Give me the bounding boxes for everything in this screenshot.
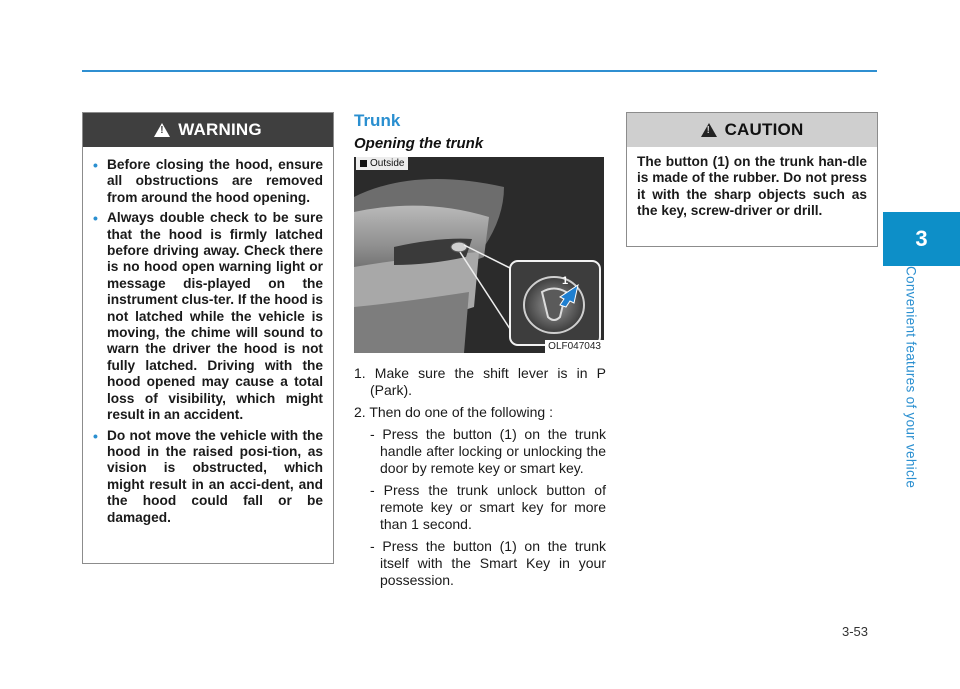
header-rule — [82, 70, 877, 72]
warning-header — [83, 113, 333, 147]
caution-header — [627, 113, 877, 147]
figure-code: OLF047043 — [545, 340, 604, 353]
step-item: 1. Make sure the shift lever is in P (Park). — [354, 365, 606, 398]
warning-triangle-icon: ! — [154, 123, 170, 137]
step-item: 2. Then do one of the following : — [354, 404, 553, 420]
section-subtitle: Opening the trunk — [354, 135, 484, 152]
caution-box — [626, 112, 878, 247]
substep-item: - Press the trunk unlock button of remote key or smart key for more than 1 second. — [370, 482, 606, 532]
figure-label-text: Outside — [370, 158, 405, 169]
page-number: 3-53 — [842, 624, 869, 639]
figure-callout-number: 1 — [562, 275, 569, 287]
warning-item: • Do not move the vehicle with the hood in the raised posi-tion, as vision is obstructed, which might result in an acci-dent, and the hood could fall or be damaged. — [99, 428, 323, 526]
section-title: Trunk — [354, 111, 401, 130]
caution-title: CAUTION — [724, 120, 804, 139]
caution-text: The button (1) on the trunk han-dle is made of the rubber. Do not press it with the sharp objects such as the key, screw-driver or drill. — [637, 154, 867, 219]
square-bullet-icon — [360, 160, 367, 167]
instruction-steps — [354, 365, 606, 594]
substep-item: - Press the button (1) on the trunk itself with the Smart Key in your possession. — [370, 538, 606, 588]
substep-item: - Press the button (1) on the trunk handle after locking or unlocking the door by remote key or smart key. — [370, 426, 606, 476]
warning-list — [83, 157, 333, 526]
trunk-figure — [354, 157, 604, 353]
chapter-tab: 3 — [883, 212, 960, 266]
caution-triangle-icon: ! — [701, 123, 717, 137]
warning-item: • Before closing the hood, ensure all obstructions are removed from around the hood opening. — [99, 157, 323, 206]
substep-list — [354, 426, 606, 589]
figure-label — [356, 157, 408, 170]
warning-title: WARNING — [178, 120, 262, 139]
warning-item: • Always double check to be sure that the hood is firmly latched before driving away. Check there is no hood open warning light or message dis-played on the instrument clus-ter. If the hood is not latched while the vehicle is moving, the chime will sound to warn the driver the hood is not fully latched. Driving with the hood opened may cause a total loss of visibility, which might result in an accident. — [99, 210, 323, 423]
chapter-title: Convenient features of your vehicle — [903, 266, 919, 489]
warning-box — [82, 112, 334, 564]
trunk-illustration — [354, 157, 604, 353]
